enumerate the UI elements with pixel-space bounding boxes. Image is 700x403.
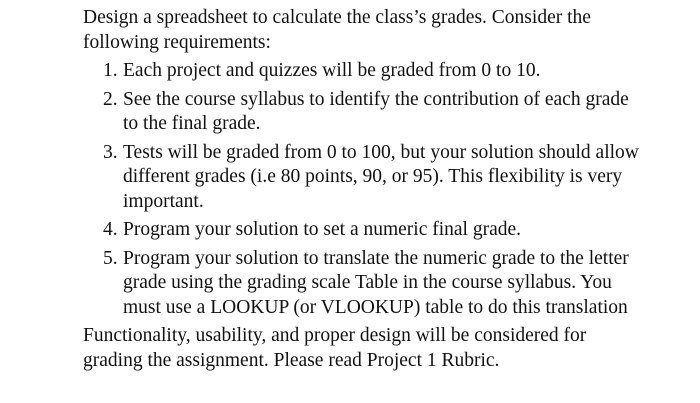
list-item-text: Tests will be graded from 0 to 100, but your solution should allow different grades (i.e 80 points, 90, or 95). This flexibility is very important. bbox=[123, 141, 639, 212]
intro-paragraph: Design a spreadsheet to calculate the class’s grades. Consider the following requirements: bbox=[83, 7, 591, 53]
closing-paragraph: Functionality, usability, and proper design will be considered for grading the assignment. Please read Project 1 Rubric. bbox=[83, 325, 587, 371]
list-item bbox=[83, 247, 643, 321]
list-item-number: 2. bbox=[103, 88, 118, 110]
list-item-number: 5. bbox=[103, 247, 118, 269]
list-item-number: 1. bbox=[103, 60, 118, 81]
list-item bbox=[83, 218, 643, 243]
list-item-number: 4. bbox=[103, 219, 118, 240]
list-item-text: Each project and quizzes will be graded from 0 to 10. bbox=[123, 60, 541, 81]
list-item-text: See the course syllabus to identify the contribution of each grade to the final grade. bbox=[123, 88, 629, 134]
list-item-text: Program your solution to set a numeric final grade. bbox=[123, 219, 522, 240]
requirements-list bbox=[83, 59, 643, 320]
list-item bbox=[83, 88, 643, 137]
list-item bbox=[83, 59, 643, 84]
list-item bbox=[83, 141, 643, 215]
list-item-text: Program your solution to translate the numeric grade to the letter grade using the grading scale Table in the course syllabus. You must use a LOOKUP (or VLOOKUP) table to do this translation bbox=[123, 247, 629, 318]
list-item-number: 3. bbox=[103, 141, 118, 163]
assignment-document bbox=[83, 6, 643, 373]
